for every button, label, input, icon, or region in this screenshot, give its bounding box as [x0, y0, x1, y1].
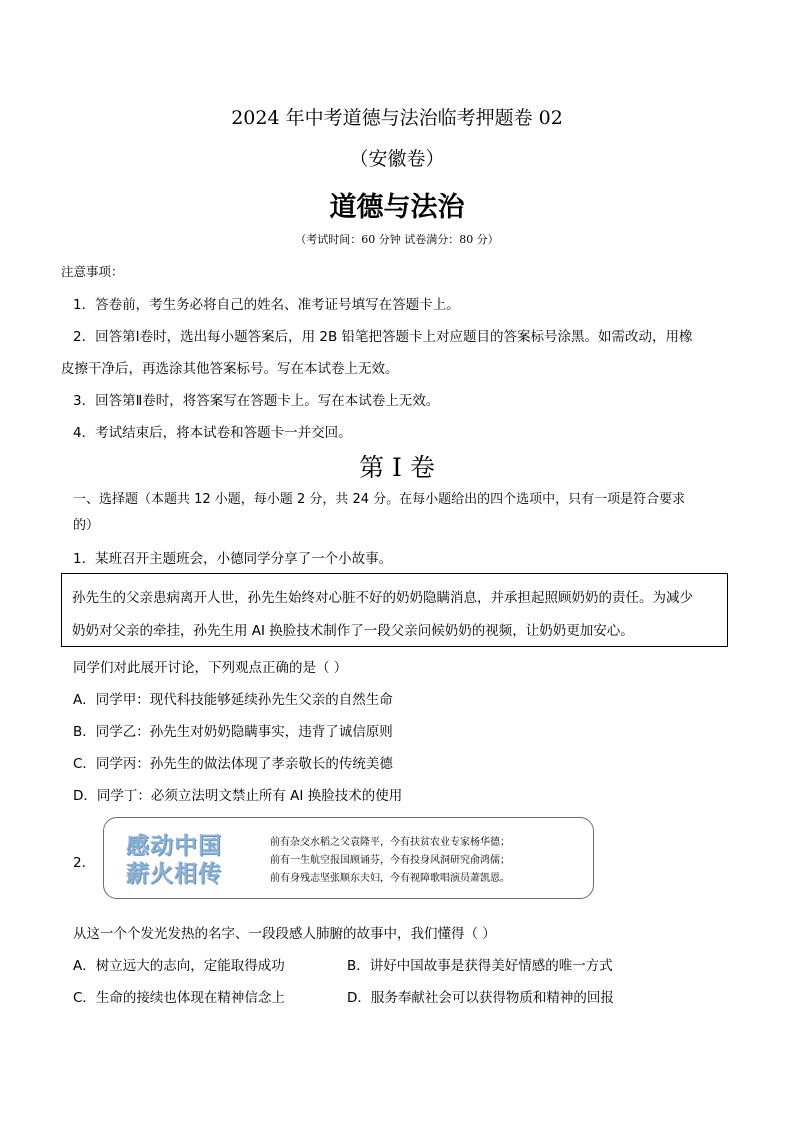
- section-instruction-cont: 的）: [73, 518, 100, 533]
- q2-option-d: D．服务奉献社会可以获得物质和精神的回报: [347, 990, 614, 1006]
- note-item: 1．答卷前，考生务必将自己的姓名、准考证号填写在答题卡上。: [73, 297, 460, 313]
- q1-option-b: B．同学乙：孙先生对奶奶隐瞒事实，违背了诚信原则: [73, 724, 393, 740]
- exam-time-score: （考试时间：60 分钟 试卷满分：80 分）: [295, 233, 499, 246]
- q2-option-a: A．树立远大的志向，定能取得成功: [73, 958, 285, 974]
- q2-option-b: B．讲好中国故事是获得美好情感的唯一方式: [347, 958, 613, 974]
- note-item: 2．回答第Ⅰ卷时，选出每小题答案后，用 2B 铅笔把答题卡上对应题目的答案标号涂黑。如需改动，用橡: [73, 329, 693, 345]
- q1-question: 同学们对此展开讨论，下列观点正确的是（ ）: [73, 660, 348, 676]
- logo-line: 薪火相传: [126, 861, 222, 887]
- logo-line: 感动中国: [126, 833, 222, 859]
- q2-material-card: [103, 817, 594, 899]
- material-line: 前有杂交水稻之父袁隆平，今有扶贫农业专家杨华德；: [270, 837, 510, 848]
- q1-story-box: [61, 573, 728, 647]
- section-title: 第 I 卷: [359, 453, 435, 482]
- material-line: 前有身残志坚张顺东夫妇，今有视障歌唱演员萧凯恩。: [270, 873, 510, 884]
- q2-option-c: C．生命的接续也体现在精神信念上: [73, 990, 285, 1006]
- note-item: 4．考试结束后，将本试卷和答题卡一并交回。: [73, 425, 352, 441]
- moved-china-logo: [126, 832, 241, 888]
- exam-title: 2024 年中考道德与法治临考押题卷 02: [231, 107, 563, 129]
- section-instruction: 一、选择题（本题共 12 小题，每小题 2 分，共 24 分。在每小题给出的四个选项中，只有一项是符合要求: [73, 492, 686, 507]
- note-item: 皮擦干净后，再选涂其他答案标号。写在本试卷上无效。: [61, 361, 399, 377]
- q1-story-line: 孙先生的父亲患病离开人世，孙先生始终对心脏不好的奶奶隐瞒消息，并承担起照顾奶奶的责任。为减少: [72, 590, 693, 606]
- q1-option-a: A．同学甲：现代科技能够延续孙先生父亲的自然生命: [73, 692, 393, 708]
- q1-option-c: C．同学丙：孙先生的做法体现了孝亲敬长的传统美德: [73, 756, 393, 772]
- q2-material-lines: [270, 834, 510, 888]
- material-line: 前有一生航空报国顾诵芬，今有投身风洞研究俞鸿儒；: [270, 855, 510, 866]
- q1-option-d: D．同学丁：必须立法明文禁止所有 AI 换脸技术的使用: [73, 788, 403, 804]
- q2-question: 从这一个个发光发热的名字、一段段感人肺腑的故事中，我们懂得（ ）: [73, 926, 496, 942]
- subject-title: 道德与法治: [329, 192, 465, 223]
- notes-heading: 注意事项：: [61, 264, 124, 279]
- q1-story-line: 奶奶对父亲的牵挂，孙先生用 AI 换脸技术制作了一段父亲问候奶奶的视频，让奶奶更加安心。: [72, 623, 634, 639]
- exam-region: （安徽卷）: [349, 148, 445, 170]
- q1-stem: 1．某班召开主题班会，小德同学分享了一个小故事。: [73, 551, 393, 567]
- q2-number: 2．: [73, 855, 96, 871]
- note-item: 3．回答第Ⅱ卷时，将答案写在答题卡上。写在本试卷上无效。: [73, 393, 440, 409]
